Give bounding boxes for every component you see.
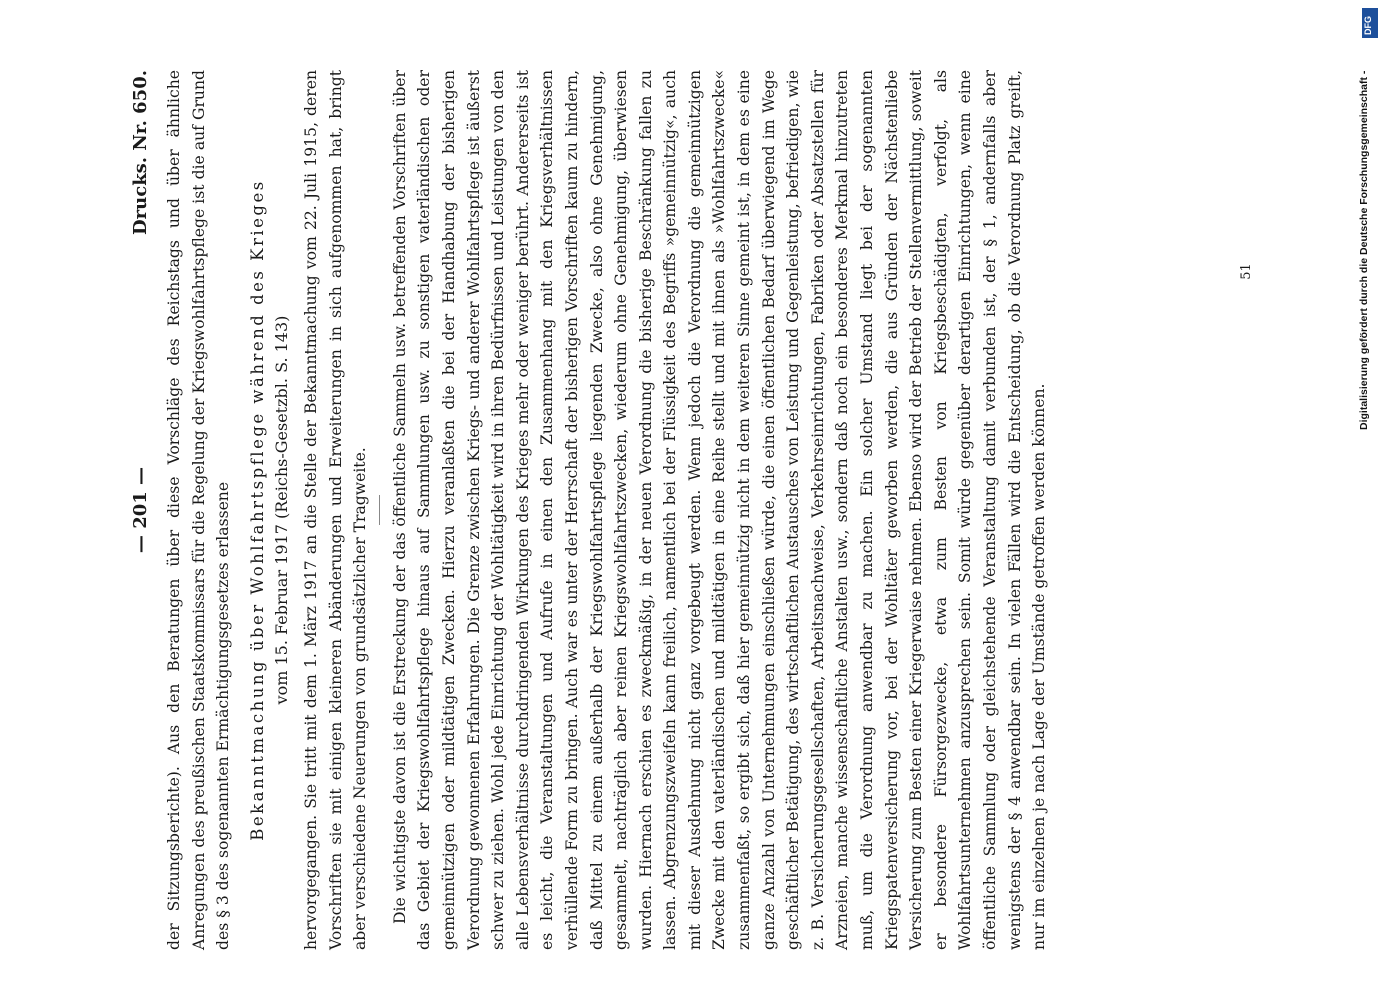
dfg-logo (1362, 8, 1378, 38)
paragraph-2: hervorgegangen. Sie tritt mit dem 1. März 1917 an die Stelle der Bekanntmachung vom 22. Juli 1915, deren Vorschriften sie mit einigen kleineren Abänderungen und Erweiterungen in sich aufgenommen hat, bringt aber verschiedene Neuerungen von grundsätzlicher Tragweite. (301, 70, 370, 950)
credit-text: Digitalisierung gefördert durch die Deutsche Forschungsgemeinschaft - (1358, 70, 1370, 430)
page-body (162, 70, 1052, 950)
folio-number: 51 (1238, 263, 1254, 280)
drucksache-number: Drucks. Nr. 650. (130, 70, 151, 235)
section-heading: Bekanntmachung über Wohlfahrtspflege während des Krieges (247, 179, 267, 841)
paragraph-1: der Sitzungsberichte). Aus den Beratungen über diese Vorschläge des Reichstags und über ähnliche Anregungen des preußischen Staatskommissars für die Regelung der Kriegswohlfahrtspflege ist die auf Grund des § 3 des sogenannten Ermächtigungsgesetzes erlassene (165, 70, 233, 950)
dfg-logo-text: DFG (1363, 16, 1373, 35)
page-header (130, 70, 154, 950)
rotated-page (130, 70, 1210, 950)
divider (379, 495, 380, 525)
page-number: — 201 — (130, 466, 151, 554)
section-subheading: vom 15. Februar 1917 (Reichs-Gesetzbl. S. 143) (272, 315, 292, 705)
paragraph-3: Die wichtigste davon ist die Erstreckung der das öffentliche Sammeln usw. betreffenden Vorschriften über das Gebiet der Kriegswohlfahrtspflege hinaus auf Sammlungen usw. zu sonstigen vaterländischen oder gemeinnützigen oder mildtätigen Zwecken. Hierzu veranlaßten die bei der Handhabung der bisherigen Verordnung gewonnenen Erfahrungen. Die Grenze zwischen Kriegs- und anderer Wohlfahrtspflege ist äußerst schwer zu ziehen. Wohl jede Einrichtung der Wohltätigkeit wird in ihren Bedürfnissen und Leistungen von den alle Lebensverhältnisse durchdringenden Wirkungen des Krieges mehr oder weniger berührt. Andererseits ist es leicht, die Veranstaltungen und Aufrufe in einen den Zusammenhang mit den Kriegsverhältnissen verhüllende Form zu bringen. Auch war es unter der Herrschaft der bisherigen Vorschriften kaum zu hindern, daß Mittel zu einem außerhalb der Kriegswohlfahrtspflege liegenden Zwecke, also ohne Genehmigung, gesammelt, nachträglich aber reinen Kriegswohlfahrtszwecken, wiederum ohne Genehmigung, überwiesen wurden. Hiernach erschien es zweckmäßig, in der neuen Verordnung die bisherige Beschränkung fallen zu lassen. Abgrenzungszweifeln kann freilich, namentlich bei der Flüssigkeit des Begriffs »gemeinnützig«, auch mit dieser Ausdehnung nicht ganz vorgebeugt werden. Wenn jedoch die Verordnung die gemeinnützigen Zwecke mit den vaterländischen und mildtätigen in eine Reihe stellt und mit ihnen als »Wohlfahrtszwecke« zusammenfaßt, so ergibt sich, daß hier gemeinnützig nicht in dem weiteren Sinne gemeint ist, in dem es eine ganze Anzahl von Unternehmungen einschließen würde, die einen öffentlichen Bedarf überwiegend im Wege geschäftlicher Betätigung, des wirtschaftlichen Austausches von Leistung und Gegenleistung, befriedigen, wie z. B. Versicherungsgesellschaften, Arbeitsnachweise, Verkehrseinrichtungen, Fabriken oder Absatzstellen für Arzneien, manche wissenschaftliche Anstalten usw., sondern daß noch ein besonderes Merkmal hinzutreten muß, um die Verordnung anwendbar zu machen. Ein solcher Umstand liegt bei der sogenannten Kriegspatenversicherung vor, bei der Wohltäter geworben werden, die aus Gründen der Nächstenliebe Versicherung zum Besten einer Kriegerwaise nehmen. Ebenso wird der Betrieb der Stellenvermittlung, soweit er besondere Fürsorgezwecke, etwa zum Besten von Kriegsbeschädigten, verfolgt, als Wohlfahrtsunternehmen anzusprechen sein. Somit würde gegenüber derartigen Einrichtungen, wenn eine öffentliche Sammlung oder gleichstehende Veranstaltung damit verbunden ist, der § 1, andernfalls aber wenigstens der § 4 anwendbar sein. In vielen Fällen wird die Entscheidung, ob die Verordnung Platz greift, nur im einzelnen je nach Lage der Umstände getroffen werden können. (390, 70, 1049, 950)
